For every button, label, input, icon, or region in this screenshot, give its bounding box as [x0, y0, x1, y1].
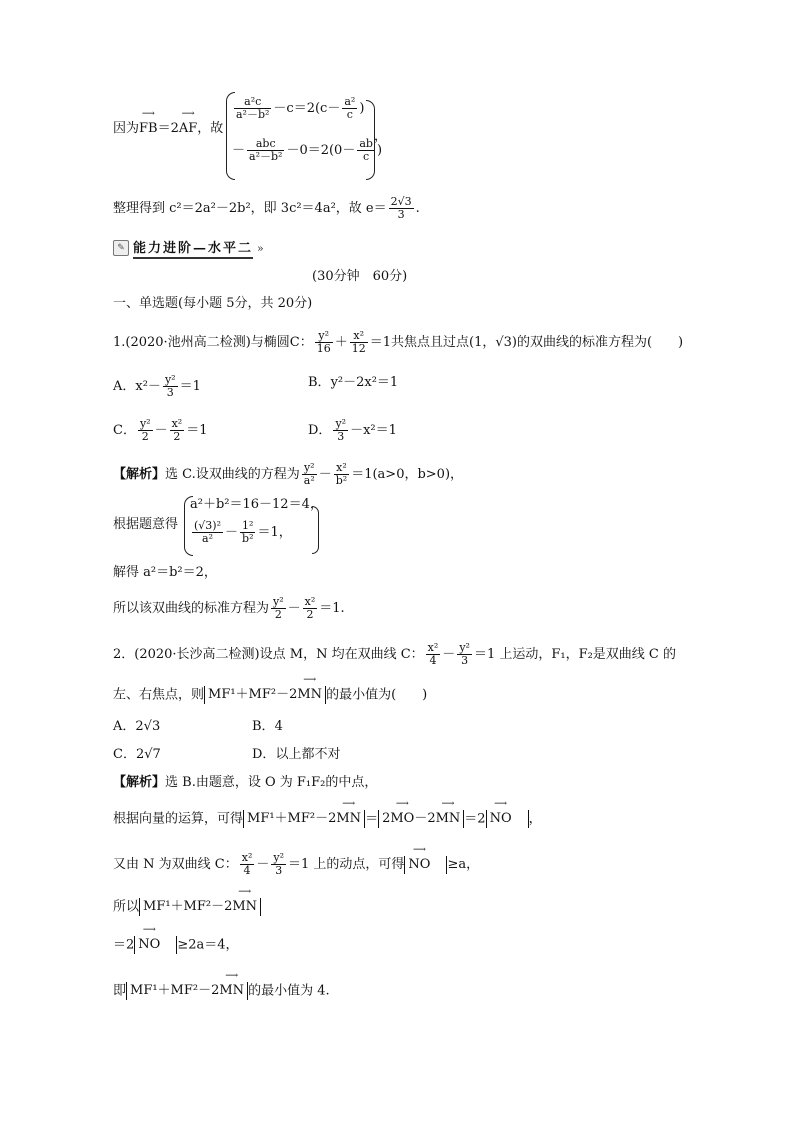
- q2-option-d: D．以上都不对: [252, 747, 341, 762]
- section-title: 能力进阶—水平二: [133, 237, 253, 259]
- vector-af: ⟶ AF: [179, 120, 197, 138]
- part-heading: 一、单选题(每小题 5分，共 20分): [113, 296, 313, 311]
- bulb-icon: ✎: [113, 240, 129, 256]
- vector-fb: ⟶ FB: [139, 120, 158, 138]
- q2-solution-line-3: 又由 N 为双曲线 C： $\frac{\text{x²}}{4}$ － $\frac{\text{y²}}{3}$ ＝1 上的动点，可得⟶ NO ≥a，: [113, 852, 479, 877]
- q2-solution-line-4: 所以 MF¹＋MF²－2⟶ MN: [113, 898, 261, 917]
- q1-option-d: D． $\frac{\text{y²}}{3}$ －x²＝1: [308, 417, 397, 443]
- system-row-1: $\frac{\text{a²c}}{\text{a²－b²}}$ －c＝2(c－ $\frac{\text{a²}}{c}$ ): [236, 95, 365, 121]
- q2-stem-line-2: 左、右焦点，则 MF¹＋MF²－2⟶ MN 的最小值为( ): [113, 686, 427, 705]
- q1-system-row-2: $\frac{\text{(√3)²}}{\text{a²}}$ － $\frac{\text{1²}}{\text{b²}}$ ＝1，: [194, 519, 292, 545]
- q1-solution-line-2: 根据题意得: [113, 517, 179, 532]
- q2-option-c: C．2√7: [113, 747, 161, 762]
- solution-line-eccentricity: 整理得到 c²＝2a²－2b²，即 3c²＝4a²，故 e＝ $\frac{2√3}{3}$ .: [113, 195, 420, 221]
- section-heading: [113, 238, 264, 258]
- q1-option-b: B．y²－2x²＝1: [308, 375, 399, 390]
- double-chevron-icon: »: [257, 241, 264, 255]
- system-row-2: － $\frac{\text{abc}}{\text{a²－b²}}$ －0＝2(0－ $\frac{ab}{c}$ ): [232, 137, 383, 163]
- q1-system-right-brace: [312, 506, 319, 554]
- time-score: (30分钟 60分): [312, 269, 408, 284]
- q2-stem: 2．(2020·长沙高二检测)设点 M，N 均在双曲线 C： $\frac{\text{x²}}{4}$ － $\frac{\text{y²}}{3}$ ＝1 上运动，F₁，F₂是双曲线 C 的: [113, 641, 677, 667]
- q2-option-a: A．2√3: [113, 719, 161, 734]
- q1-solution-line-3: 解得 a²＝b²＝2，: [113, 565, 217, 580]
- system-comma: ，: [374, 129, 388, 144]
- q2-solution-line-2: 根据向量的运算，可得 MF¹＋MF²－2⟶ MN ＝ 2⟶ MO－2⟶ MN ＝2⟶ NO ，: [113, 810, 542, 829]
- q1-option-c: C． $\frac{\text{y²}}{2}$ － $\frac{\text{x²}}{2}$ ＝1: [113, 417, 208, 443]
- solution-line-vectors: 因为⟶ FB＝2⟶ AF，故: [113, 120, 223, 138]
- q1-solution-line-1: 【解析】选 C.设双曲线的方程为 $\frac{\text{y²}}{\text{a²}}$ － $\frac{\text{x²}}{\text{b²}}$ ＝1(a>0，b>0)，: [113, 461, 464, 487]
- q2-option-b: B．4: [252, 719, 283, 734]
- solution-tag: 【解析】: [113, 775, 166, 790]
- q1-system-row-1: a²＋b²＝16－12＝4，: [190, 497, 323, 512]
- q2-solution-line-5: ＝2⟶ NO ≥2a＝4，: [113, 936, 239, 955]
- solution-tag: 【解析】: [113, 467, 166, 482]
- q1-stem: 1.(2020·池州高二检测)与椭圆C： $\frac{\text{y²}}{16}$ ＋ $\frac{\text{x²}}{12}$ ＝1共焦点且过点(1，√3)的双曲线的标准方程为( ): [113, 329, 684, 355]
- q2-solution-line-6: 即 MF¹＋MF²－2⟶ MN 的最小值为 4.: [113, 982, 330, 1001]
- q1-option-a: A．x²－ $\frac{\text{y²}}{3}$ ＝1: [113, 373, 201, 399]
- q1-solution-line-4: 所以该双曲线的标准方程为 $\frac{\text{y²}}{2}$ － $\frac{\text{x²}}{2}$ ＝1.: [113, 595, 345, 621]
- q2-solution-line-1: 【解析】选 B.由题意，设 O 为 F₁F₂的中点，: [113, 775, 378, 790]
